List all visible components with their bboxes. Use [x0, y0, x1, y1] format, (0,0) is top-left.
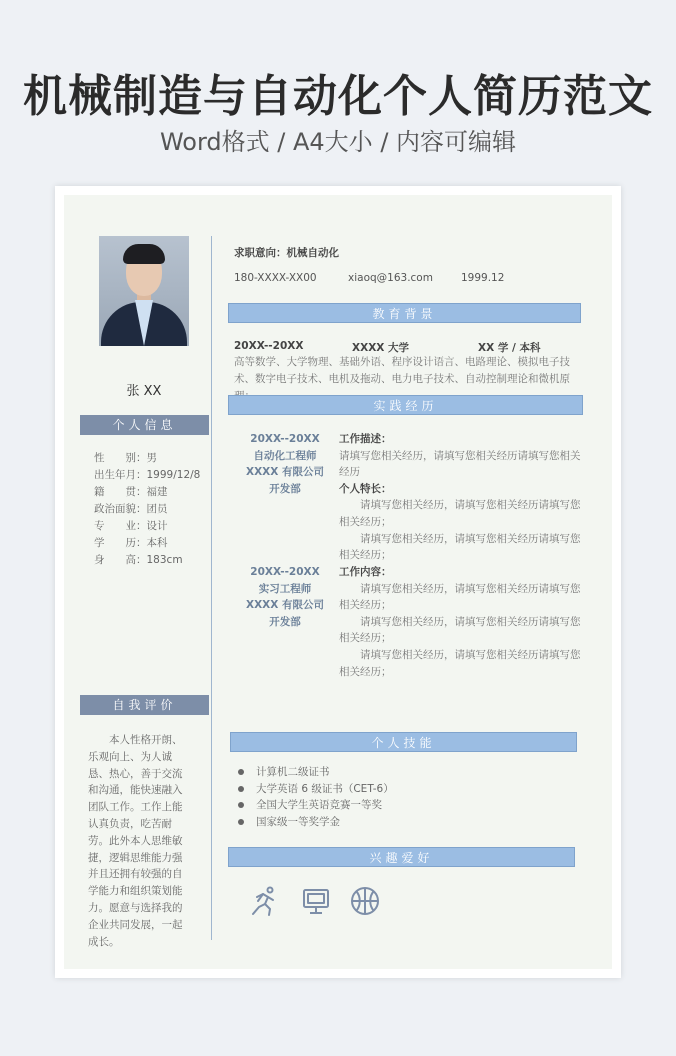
skill-item: 全国大学生英语竞赛一等奖 [238, 797, 394, 814]
job-intention: 求职意向：机械自动化 [234, 247, 339, 259]
education-heading: 教育背景 [228, 303, 581, 323]
job-2-details: 工作内容： 请填写您相关经历，请填写您相关经历请填写您相关经历； 请填写您相关经历，请填写您相关经历请填写您相关经历； 请填写您相关经历，请填写您相关经历请填写您相关经历； [339, 566, 581, 678]
hobbies-heading: 兴趣爱好 [228, 847, 575, 867]
basketball-icon [349, 885, 381, 917]
computer-icon [300, 885, 332, 917]
edu-degree: XX 学 / 本科 [478, 342, 541, 354]
info-row-birth: 出生年月：1999/12/8 [94, 469, 201, 481]
info-row-politics: 政治面貌：团员 [94, 503, 168, 515]
email: xiaoq@163.com [348, 272, 433, 284]
personal-info-heading: 个人信息 [80, 415, 209, 435]
job-1-details: 工作描述： 请填写您相关经历，请填写您相关经历请填写您相关经历 个人特长： 请填写您相关经历，请填写您相关经历请填写您相关经历； 请填写您相关经历，请填写您相关经历请填写您相关经历； [339, 433, 581, 562]
info-row-height: 身 高：183cm [94, 554, 183, 566]
skills-heading: 个人技能 [230, 732, 577, 752]
running-icon [247, 885, 279, 917]
column-divider [211, 236, 212, 940]
practice-heading: 实践经历 [228, 395, 583, 415]
skills-list [238, 764, 394, 830]
info-row-degree: 学 历：本科 [94, 537, 168, 549]
edu-courses: 高等数学、大学物理、基础外语、程序设计语言、电路理论、模拟电子技术、数字电子技术、电机及拖动、电力电子技术、自动控制理论和微机原 [234, 356, 570, 385]
banner-title: 机械制造与自动化个人简历范文 [23, 71, 653, 122]
info-row-gender: 性 别：男 [94, 452, 157, 464]
self-eval-text: 本人性格开朗、乐观向上、为人诚恳、热心，善于交流和沟通，能快速融入团队工作。工作上能认真负责，吃苦耐劳。此外本人思维敏捷，逻辑思维能力强并且还拥有较强的自学能力和组织策划能力。愿意与选择我的企业共同发展，一起成长。 [88, 734, 183, 948]
edu-period: 20XX--20XX [234, 340, 304, 352]
skill-item: 大学英语 6 级证书（CET-6） [238, 781, 394, 798]
profile-name: 张 XX [126, 384, 162, 399]
skill-item: 国家级一等奖学金 [238, 814, 394, 831]
profile-photo [99, 236, 189, 346]
banner-subtitle: Word格式 / A4大小 / 内容可编辑 [159, 128, 517, 156]
self-eval-heading: 自我评价 [80, 695, 209, 715]
info-row-major: 专 业：设计 [94, 520, 168, 532]
job-2-meta: 20XX--20XX 实习工程师 XXXX 有限公司 开发部 [245, 566, 325, 628]
edu-school: XXXX 大学 [352, 342, 410, 354]
phone: 180-XXXX-XX00 [234, 272, 317, 284]
info-row-hometown: 籍 贯：福建 [94, 486, 168, 498]
job-1-meta: 20XX--20XX 自动化工程师 XXXX 有限公司 开发部 [245, 433, 325, 495]
skill-item: 计算机二级证书 [238, 764, 394, 781]
birth-date: 1999.12 [461, 272, 505, 284]
